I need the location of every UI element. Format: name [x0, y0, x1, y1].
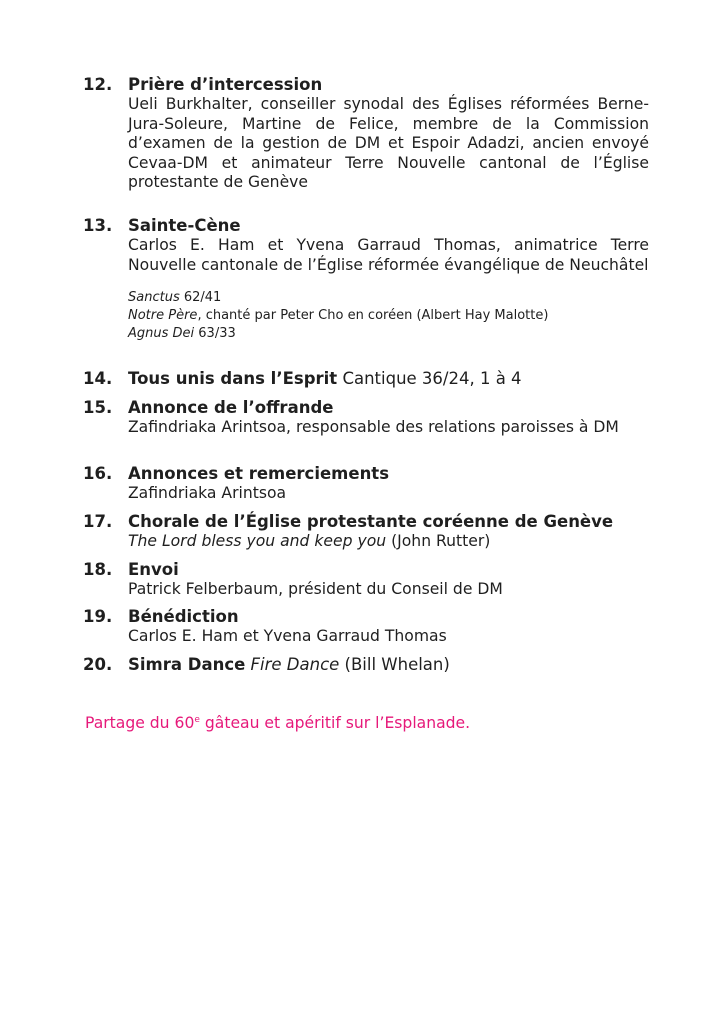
item-title: Simra Dance [128, 655, 246, 674]
item-title: Annonces et remerciements [128, 464, 390, 483]
program-item-19 [83, 607, 649, 647]
closing-text-start: Partage du 60 [85, 714, 195, 733]
note-text: 63/33 [194, 326, 236, 341]
item-number: 13. [83, 216, 113, 235]
note-text: , chanté par Peter Cho en coréen (Albert Hay Malotte) [197, 308, 549, 323]
program-item-16 [83, 464, 649, 504]
item-title: Sainte-Cène [128, 216, 241, 235]
note-text: 62/41 [179, 290, 222, 305]
program-item-20 [83, 655, 649, 675]
note-line [128, 289, 649, 307]
program-item-13 [83, 216, 649, 343]
item-number: 12. [83, 75, 113, 94]
item-number: 18. [83, 560, 113, 579]
item-title-italic: Fire Dance [245, 655, 340, 674]
note-italic: Notre Père [128, 308, 198, 323]
item-title: Chorale de l’Église protestante coréenne de Genève [128, 512, 614, 531]
item-description-italic: The Lord bless you and keep you [128, 532, 387, 550]
note-line [128, 325, 649, 343]
item-description: Carlos E. Ham et Yvena Garraud Thomas, animatrice Terre Nouvelle cantonale de l’Église réformée évangélique de Neuchâtel [128, 236, 649, 274]
item-number: 14. [83, 369, 113, 388]
program-item-15 [83, 398, 649, 438]
item-description: Ueli Burkhalter, conseiller synodal des Églises réformées Berne-Jura-Soleure, Martine de Felice, membre de la Commission d’examen de la gestion de DM et Espoir Adadzi, ancien envoyé Cevaa-DM et animateur Terre Nouvelle cantonal de l’Église protestante de Genève [128, 95, 649, 191]
item-number: 15. [83, 398, 113, 417]
item-number: 17. [83, 512, 113, 531]
note-line [128, 307, 649, 325]
item-description: Zafindriaka Arintsoa, responsable des relations paroisses à DM [128, 418, 619, 436]
program-item-17 [83, 512, 649, 552]
item-number: 19. [83, 607, 113, 626]
program-item-18 [83, 560, 649, 600]
item-description: Carlos E. Ham et Yvena Garraud Thomas [128, 627, 447, 645]
item-description: Zafindriaka Arintsoa [128, 484, 287, 502]
item-title: Tous unis dans l’Esprit [128, 369, 338, 388]
item-title: Bénédiction [128, 607, 239, 626]
item-number: 20. [83, 655, 113, 674]
item-title: Envoi [128, 560, 179, 579]
program-item-12 [83, 75, 649, 193]
closing-text-end: gâteau et apéritif sur l’Esplanade. [199, 714, 471, 733]
closing-announcement [85, 710, 470, 733]
item-description: (John Rutter) [386, 532, 491, 550]
note-italic: Sanctus [128, 290, 180, 305]
item-title: Prière d’intercession [128, 75, 323, 94]
program-item-14 [83, 369, 649, 389]
item-title: Annonce de l’offrande [128, 398, 334, 417]
item-number: 16. [83, 464, 113, 483]
note-italic: Agnus Dei [128, 326, 195, 341]
item-title-tail: (Bill Whelan) [339, 655, 450, 674]
item-title-tail: Cantique 36/24, 1 à 4 [337, 369, 522, 388]
ordinal-superscript: e [194, 715, 200, 725]
item-description: Patrick Felberbaum, président du Conseil de DM [128, 580, 503, 598]
liturgy-notes [128, 289, 649, 343]
